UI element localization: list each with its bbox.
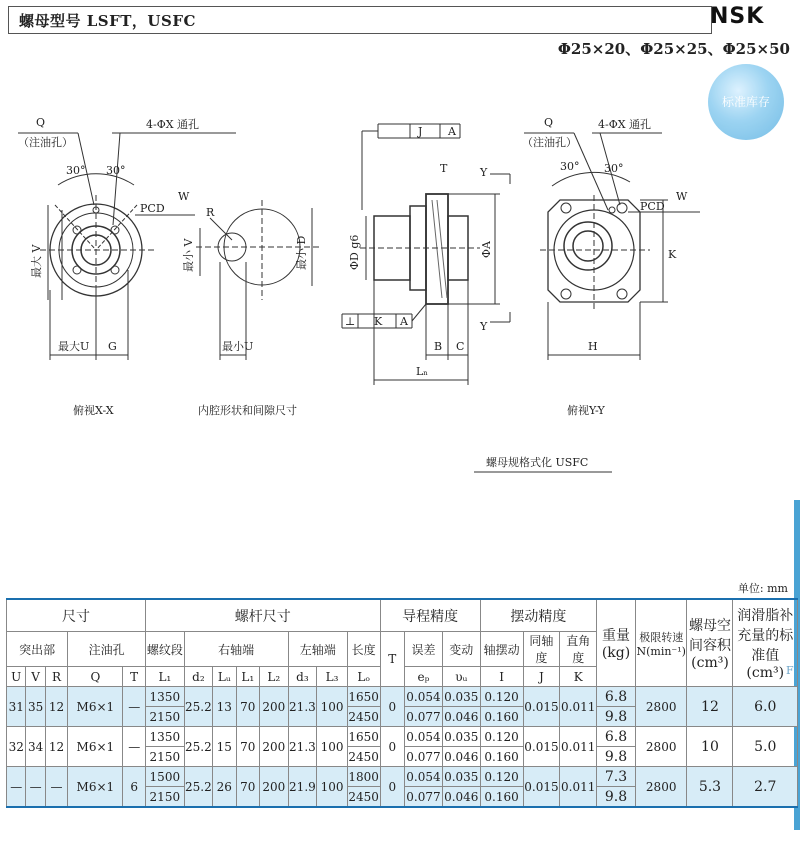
cell-v: 35: [26, 687, 45, 727]
label-perp: ⊥: [345, 315, 356, 328]
cell-weight: 7.3: [597, 767, 636, 787]
cell-i: 0.120: [480, 767, 523, 787]
label-g: G: [108, 340, 117, 353]
cell-vu: 0.035: [442, 687, 480, 707]
hdr-space-unit: (cm³): [691, 655, 729, 671]
cell-ep: 0.077: [405, 787, 443, 808]
cell-j: 0.015: [523, 687, 560, 727]
hdr-speed-label: 极限转速: [639, 630, 684, 644]
table-row: [7, 687, 798, 707]
cell-la: 70: [236, 687, 259, 727]
model-subtitle: Φ25×20、Φ25×25、Φ25×50: [557, 40, 790, 58]
cell-d2: 25.2: [184, 727, 212, 767]
cell-ep: 0.077: [405, 747, 443, 767]
cell-speed: 2800: [635, 727, 687, 767]
cell-l3: 100: [317, 767, 348, 808]
label-angle-4: 30°: [604, 162, 624, 175]
label-dg6: ΦD g6: [348, 234, 361, 270]
cell-l3: 100: [317, 687, 348, 727]
cell-v: —: [26, 767, 45, 808]
cell-t: 6: [123, 767, 145, 808]
cell-l1: 1350: [145, 687, 184, 707]
label-angle-1: 30°: [66, 164, 86, 177]
col-v: V: [26, 667, 45, 687]
cell-j: 0.015: [523, 727, 560, 767]
label-min-d: 最小 D: [295, 235, 308, 270]
col-ep: eₚ: [405, 667, 443, 687]
cell-l2: 200: [260, 687, 289, 727]
cell-la: 70: [236, 767, 259, 808]
col-l1b: L₁: [236, 667, 259, 687]
cell-j: 0.015: [523, 767, 560, 808]
label-min-u: 最小U: [222, 340, 254, 353]
cell-d3: 21.3: [288, 687, 317, 727]
cell-space: 10: [687, 727, 733, 767]
hdr-lead-accuracy: 导程精度: [380, 599, 480, 632]
hdr-length: 长度: [347, 632, 380, 667]
page-title: 螺母型号 LSFT，USFC: [19, 12, 196, 30]
hdr-runout: 摆动精度: [480, 599, 596, 632]
hdr-thread: 螺纹段: [145, 632, 184, 667]
col-l3: L₃: [317, 667, 348, 687]
cell-vu: 0.046: [442, 787, 480, 808]
cell-ep: 0.077: [405, 707, 443, 727]
label-oil-left: （注油孔）: [18, 136, 73, 149]
cell-la: 70: [236, 727, 259, 767]
cell-l1: 1500: [145, 767, 184, 787]
col-l2: L₂: [260, 667, 289, 687]
cell-u: 32: [7, 727, 26, 767]
cell-q: M6×1: [68, 727, 123, 767]
cell-k: 0.011: [560, 687, 597, 727]
label-y-bottom: Y: [480, 320, 488, 333]
cell-t: —: [123, 727, 145, 767]
spec-table: [6, 598, 798, 808]
cell-l2: 200: [260, 727, 289, 767]
nsk-logo: NSK: [710, 4, 765, 29]
cell-d2: 25.2: [184, 687, 212, 727]
cell-lo: 2450: [347, 707, 380, 727]
flange-view-x: [18, 133, 236, 360]
label-a-bottom: A: [400, 315, 408, 328]
hdr-variation: 变动: [442, 632, 480, 667]
label-h: H: [588, 340, 598, 353]
cell-r: 12: [45, 687, 67, 727]
label-w-right: W: [676, 190, 688, 203]
col-lo: Lₒ: [347, 667, 380, 687]
label-q-left: Q: [36, 116, 46, 129]
label-max-u: 最大U: [58, 340, 90, 353]
table-header-row-1: [7, 599, 798, 632]
cell-r: 12: [45, 727, 67, 767]
cavity-view: [196, 200, 320, 360]
hdr-error: 误差: [405, 632, 443, 667]
cell-l1: 2150: [145, 747, 184, 767]
col-lu: Lᵤ: [213, 667, 236, 687]
cell-weight: 6.8: [597, 727, 636, 747]
hdr-speed: [635, 599, 687, 687]
hdr-weight-unit: (kg): [601, 645, 631, 661]
cell-tt: 0: [380, 687, 405, 727]
label-y-top: Y: [480, 166, 488, 179]
cell-u: 31: [7, 687, 26, 727]
label-t: T: [440, 162, 448, 175]
cell-v: 34: [26, 727, 45, 767]
cell-l1: 2150: [145, 707, 184, 727]
caption-bottom: 螺母规格式化 USFC: [486, 456, 589, 469]
label-angle-2: 30°: [106, 164, 126, 177]
hdr-t2: T: [380, 632, 405, 687]
cell-r: —: [45, 767, 67, 808]
cell-space: 12: [687, 687, 733, 727]
unit-label: 单位: mm: [737, 582, 788, 595]
table-row: [7, 767, 798, 787]
hdr-protrude: 突出部: [7, 632, 68, 667]
cell-lo: 1650: [347, 727, 380, 747]
hdr-weight: [597, 599, 636, 687]
cell-space: 5.3: [687, 767, 733, 808]
col-j: J: [523, 667, 560, 687]
side-view-labels: [345, 125, 493, 378]
stock-badge-label: 标准库存: [721, 95, 770, 109]
label-angle-3: 30°: [560, 160, 580, 173]
hdr-oil: 注油孔: [68, 632, 146, 667]
cell-k: 0.011: [560, 767, 597, 808]
cell-grease: 2.7: [733, 767, 798, 808]
col-u: U: [7, 667, 26, 687]
cell-lo: 1650: [347, 687, 380, 707]
title-bar: [8, 6, 712, 34]
cell-vu: 0.035: [442, 727, 480, 747]
cell-i: 0.160: [480, 747, 523, 767]
label-c: C: [456, 340, 465, 353]
label-hole-left: 4-ΦX 通孔: [146, 118, 200, 131]
cell-vu: 0.046: [442, 747, 480, 767]
label-pcd-left: PCD: [140, 202, 165, 215]
hdr-size: 尺寸: [7, 599, 146, 632]
cell-weight: 9.8: [597, 747, 636, 767]
label-q-right: Q: [544, 116, 554, 129]
edge-mark-f: F: [786, 664, 794, 677]
cell-speed: 2800: [635, 767, 687, 808]
table-row: [7, 727, 798, 747]
hdr-coax: 同轴度: [523, 632, 560, 667]
cell-lu: 26: [213, 767, 236, 808]
label-pcd-right: PCD: [640, 200, 665, 213]
hdr-grease-unit: (cm³): [746, 665, 785, 681]
cell-i: 0.160: [480, 707, 523, 727]
label-w-left: W: [178, 190, 190, 203]
caption-right: 俯视Y-Y: [567, 404, 605, 417]
label-k-right: K: [668, 248, 677, 261]
label-j: J: [418, 125, 423, 138]
cell-grease: 6.0: [733, 687, 798, 727]
label-b: B: [434, 340, 443, 353]
cell-t: —: [123, 687, 145, 727]
col-vu: υᵤ: [442, 667, 480, 687]
cell-weight: 9.8: [597, 707, 636, 727]
hdr-left-end: 左轴端: [288, 632, 347, 667]
col-t: T: [123, 667, 145, 687]
cell-lo: 2450: [347, 787, 380, 808]
cell-ep: 0.054: [405, 727, 443, 747]
cell-d3: 21.9: [288, 767, 317, 808]
col-l1: L₁: [145, 667, 184, 687]
cell-l1: 1350: [145, 727, 184, 747]
flange-view-x-labels: [18, 116, 199, 417]
cell-i: 0.160: [480, 787, 523, 808]
cell-weight: 9.8: [597, 787, 636, 808]
cell-speed: 2800: [635, 687, 687, 727]
cell-grease: 5.0: [733, 727, 798, 767]
label-min-v: 最小 V: [182, 238, 195, 272]
label-phi-a: ΦA: [480, 241, 493, 258]
label-hole-right: 4-ΦX 通孔: [598, 118, 652, 131]
label-k-left: K: [374, 315, 383, 328]
cell-d2: 25.2: [184, 767, 212, 808]
cell-i: 0.120: [480, 687, 523, 707]
col-q: Q: [68, 667, 123, 687]
hdr-speed-unit: N(min⁻¹): [636, 644, 686, 658]
cell-lo: 2450: [347, 747, 380, 767]
cell-q: M6×1: [68, 767, 123, 808]
hdr-grease: [733, 599, 798, 687]
cell-lo: 1800: [347, 767, 380, 787]
label-r: R: [206, 206, 215, 219]
col-r: R: [45, 667, 67, 687]
label-ln: Lₙ: [416, 365, 429, 378]
cell-k: 0.011: [560, 727, 597, 767]
col-k: K: [560, 667, 597, 687]
label-a-top: A: [448, 125, 456, 138]
cell-ep: 0.054: [405, 687, 443, 707]
hdr-shaft: 螺杆尺寸: [145, 599, 380, 632]
cell-l1: 2150: [145, 787, 184, 808]
col-d2: d₂: [184, 667, 212, 687]
cell-d3: 21.3: [288, 727, 317, 767]
hdr-space: [687, 599, 733, 687]
cell-i: 0.120: [480, 727, 523, 747]
cell-vu: 0.035: [442, 767, 480, 787]
hdr-right-end: 右轴端: [184, 632, 288, 667]
cell-l3: 100: [317, 727, 348, 767]
hdr-perp: 直角度: [560, 632, 597, 667]
cell-tt: 0: [380, 767, 405, 808]
cell-q: M6×1: [68, 687, 123, 727]
cell-weight: 6.8: [597, 687, 636, 707]
cell-u: —: [7, 767, 26, 808]
label-max-v: 最大 V: [30, 244, 43, 278]
caption-left: 俯视X-X: [73, 404, 114, 417]
caption-mid: 内腔形状和间隙尺寸: [198, 404, 297, 417]
col-i: I: [480, 667, 523, 687]
cell-vu: 0.046: [442, 707, 480, 727]
technical-drawing: [0, 60, 800, 540]
hdr-weight-label: 重量: [602, 628, 631, 644]
cell-ep: 0.054: [405, 767, 443, 787]
col-d3: d₃: [288, 667, 317, 687]
cell-lu: 13: [213, 687, 236, 727]
label-oil-right: （注油孔）: [522, 136, 577, 149]
hdr-axial: 轴摆动: [480, 632, 523, 667]
hdr-grease-label: 润滑脂补充量的标准值: [737, 608, 794, 664]
cell-lu: 15: [213, 727, 236, 767]
hdr-space-label: 螺母空间容积: [688, 618, 731, 654]
cell-tt: 0: [380, 727, 405, 767]
cell-l2: 200: [260, 767, 289, 808]
